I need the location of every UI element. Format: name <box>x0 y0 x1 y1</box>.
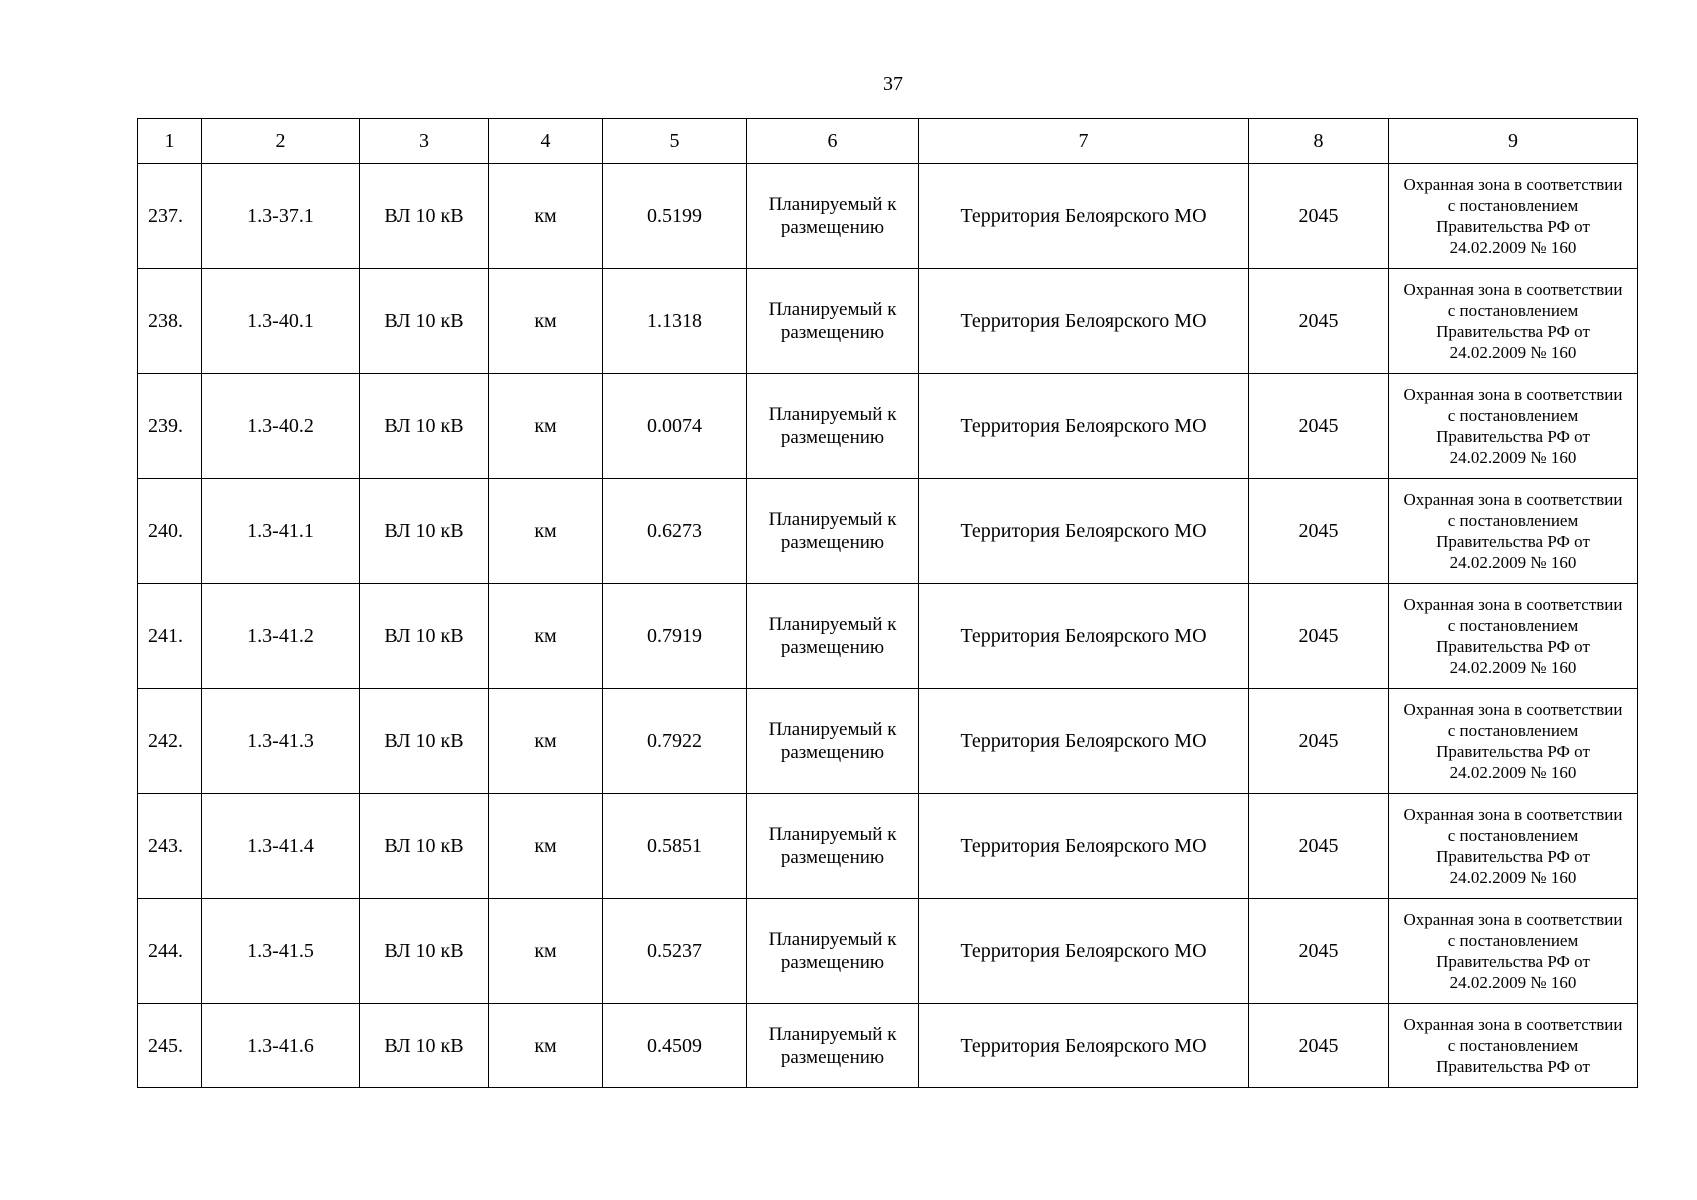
protection-zone-line: Правительства РФ от <box>1436 637 1590 656</box>
protection-zone-line: 24.02.2009 № 160 <box>1449 238 1577 257</box>
year-cell: 2045 <box>1249 1004 1389 1088</box>
header-cell-2: 2 <box>202 119 360 164</box>
protection-zone-line: с постановлением <box>1447 721 1579 740</box>
value-cell: 0.5851 <box>603 794 747 899</box>
protection-zone-line: 24.02.2009 № 160 <box>1449 343 1577 362</box>
header-cell-3: 3 <box>360 119 489 164</box>
protection-zone-line: 24.02.2009 № 160 <box>1449 658 1577 677</box>
object-name-cell: ВЛ 10 кВ <box>360 689 489 794</box>
row-number-cell: 244. <box>138 899 202 1004</box>
status-cell: Планируемый к размещению <box>747 374 919 479</box>
location-cell: Территория Белоярского МО <box>919 164 1249 269</box>
row-number-cell: 240. <box>138 479 202 584</box>
header-cell-4: 4 <box>489 119 603 164</box>
status-cell: Планируемый к размещению <box>747 1004 919 1088</box>
row-number-cell: 241. <box>138 584 202 689</box>
protection-zone-cell <box>1389 479 1638 584</box>
table-row <box>138 269 1638 374</box>
value-cell: 0.4509 <box>603 1004 747 1088</box>
object-code-cell: 1.3-41.2 <box>202 584 360 689</box>
year-cell: 2045 <box>1249 269 1389 374</box>
table-row <box>138 164 1638 269</box>
object-code-cell: 1.3-40.1 <box>202 269 360 374</box>
object-name-cell: ВЛ 10 кВ <box>360 374 489 479</box>
protection-zone-line: Правительства РФ от <box>1436 322 1590 341</box>
protection-zone-line: с постановлением <box>1447 616 1579 635</box>
protection-zone-cell <box>1389 899 1638 1004</box>
object-code-cell: 1.3-41.3 <box>202 689 360 794</box>
row-number-cell: 239. <box>138 374 202 479</box>
object-name-cell: ВЛ 10 кВ <box>360 899 489 1004</box>
year-cell: 2045 <box>1249 164 1389 269</box>
header-cell-7: 7 <box>919 119 1249 164</box>
protection-zone-line: Охранная зона в соответствии <box>1403 490 1623 509</box>
table-body <box>138 119 1638 1088</box>
object-code-cell: 1.3-41.4 <box>202 794 360 899</box>
table-row <box>138 374 1638 479</box>
year-cell: 2045 <box>1249 374 1389 479</box>
table-row <box>138 479 1638 584</box>
protection-zone-line: Охранная зона в соответствии <box>1403 700 1623 719</box>
object-name-cell: ВЛ 10 кВ <box>360 1004 489 1088</box>
object-code-cell: 1.3-41.5 <box>202 899 360 1004</box>
protection-zone-line: с постановлением <box>1447 826 1579 845</box>
protection-zone-line: Правительства РФ от <box>1436 952 1590 971</box>
status-cell: Планируемый к размещению <box>747 794 919 899</box>
location-cell: Территория Белоярского МО <box>919 689 1249 794</box>
location-cell: Территория Белоярского МО <box>919 584 1249 689</box>
year-cell: 2045 <box>1249 584 1389 689</box>
protection-zone-line: с постановлением <box>1447 301 1579 320</box>
object-name-cell: ВЛ 10 кВ <box>360 794 489 899</box>
location-cell: Территория Белоярского МО <box>919 794 1249 899</box>
protection-zone-cell <box>1389 374 1638 479</box>
value-cell: 0.7919 <box>603 584 747 689</box>
status-cell: Планируемый к размещению <box>747 899 919 1004</box>
table-row <box>138 794 1638 899</box>
protection-zone-line: с постановлением <box>1447 511 1579 530</box>
protection-zone-line: 24.02.2009 № 160 <box>1449 553 1577 572</box>
protection-zone-cell <box>1389 584 1638 689</box>
status-cell: Планируемый к размещению <box>747 479 919 584</box>
protection-zone-line: Охранная зона в соответствии <box>1403 595 1623 614</box>
protection-zone-line: с постановлением <box>1447 196 1579 215</box>
unit-cell: км <box>489 689 603 794</box>
object-code-cell: 1.3-37.1 <box>202 164 360 269</box>
protection-zone-line: Охранная зона в соответствии <box>1403 1015 1623 1034</box>
status-cell: Планируемый к размещению <box>747 164 919 269</box>
unit-cell: км <box>489 164 603 269</box>
protection-zone-cell <box>1389 794 1638 899</box>
year-cell: 2045 <box>1249 689 1389 794</box>
value-cell: 0.7922 <box>603 689 747 794</box>
protection-zone-cell <box>1389 164 1638 269</box>
object-name-cell: ВЛ 10 кВ <box>360 479 489 584</box>
unit-cell: км <box>489 794 603 899</box>
header-cell-9: 9 <box>1389 119 1638 164</box>
protection-zone-line: 24.02.2009 № 160 <box>1449 973 1577 992</box>
unit-cell: км <box>489 374 603 479</box>
protection-zone-line: с постановлением <box>1447 931 1579 950</box>
protection-zone-line: 24.02.2009 № 160 <box>1449 448 1577 467</box>
protection-zone-line: Правительства РФ от <box>1436 1057 1590 1076</box>
object-name-cell: ВЛ 10 кВ <box>360 269 489 374</box>
value-cell: 1.1318 <box>603 269 747 374</box>
unit-cell: км <box>489 584 603 689</box>
value-cell: 0.6273 <box>603 479 747 584</box>
location-cell: Территория Белоярского МО <box>919 1004 1249 1088</box>
header-cell-6: 6 <box>747 119 919 164</box>
location-cell: Территория Белоярского МО <box>919 374 1249 479</box>
object-code-cell: 1.3-41.1 <box>202 479 360 584</box>
protection-zone-line: Правительства РФ от <box>1436 427 1590 446</box>
value-cell: 0.0074 <box>603 374 747 479</box>
table-row <box>138 689 1638 794</box>
protection-zone-line: с постановлением <box>1447 1036 1579 1055</box>
row-number-cell: 245. <box>138 1004 202 1088</box>
header-cell-5: 5 <box>603 119 747 164</box>
row-number-cell: 243. <box>138 794 202 899</box>
row-number-cell: 242. <box>138 689 202 794</box>
location-cell: Территория Белоярского МО <box>919 899 1249 1004</box>
table-row <box>138 584 1638 689</box>
protection-zone-cell <box>1389 689 1638 794</box>
protection-zone-line: Правительства РФ от <box>1436 847 1590 866</box>
protection-zone-line: Охранная зона в соответствии <box>1403 805 1623 824</box>
object-code-cell: 1.3-40.2 <box>202 374 360 479</box>
location-cell: Территория Белоярского МО <box>919 269 1249 374</box>
object-name-cell: ВЛ 10 кВ <box>360 584 489 689</box>
page-number: 37 <box>883 73 903 95</box>
protection-zone-line: Охранная зона в соответствии <box>1403 385 1623 404</box>
row-number-cell: 237. <box>138 164 202 269</box>
table-row <box>138 1004 1638 1088</box>
protection-zone-line: Охранная зона в соответствии <box>1403 175 1623 194</box>
unit-cell: км <box>489 1004 603 1088</box>
unit-cell: км <box>489 899 603 1004</box>
year-cell: 2045 <box>1249 899 1389 1004</box>
status-cell: Планируемый к размещению <box>747 269 919 374</box>
objects-table <box>137 118 1638 1088</box>
protection-zone-line: Правительства РФ от <box>1436 532 1590 551</box>
value-cell: 0.5199 <box>603 164 747 269</box>
protection-zone-line: 24.02.2009 № 160 <box>1449 763 1577 782</box>
year-cell: 2045 <box>1249 794 1389 899</box>
header-cell-8: 8 <box>1249 119 1389 164</box>
unit-cell: км <box>489 479 603 584</box>
protection-zone-line: 24.02.2009 № 160 <box>1449 868 1577 887</box>
status-cell: Планируемый к размещению <box>747 584 919 689</box>
header-cell-1: 1 <box>138 119 202 164</box>
protection-zone-line: Охранная зона в соответствии <box>1403 910 1623 929</box>
value-cell: 0.5237 <box>603 899 747 1004</box>
object-code-cell: 1.3-41.6 <box>202 1004 360 1088</box>
location-cell: Территория Белоярского МО <box>919 479 1249 584</box>
protection-zone-line: Правительства РФ от <box>1436 217 1590 236</box>
protection-zone-cell <box>1389 1004 1638 1088</box>
protection-zone-cell <box>1389 269 1638 374</box>
protection-zone-line: с постановлением <box>1447 406 1579 425</box>
protection-zone-line: Правительства РФ от <box>1436 742 1590 761</box>
object-name-cell: ВЛ 10 кВ <box>360 164 489 269</box>
row-number-cell: 238. <box>138 269 202 374</box>
table-header-row <box>138 119 1638 164</box>
status-cell: Планируемый к размещению <box>747 689 919 794</box>
unit-cell: км <box>489 269 603 374</box>
table-row <box>138 899 1638 1004</box>
protection-zone-line: Охранная зона в соответствии <box>1403 280 1623 299</box>
year-cell: 2045 <box>1249 479 1389 584</box>
